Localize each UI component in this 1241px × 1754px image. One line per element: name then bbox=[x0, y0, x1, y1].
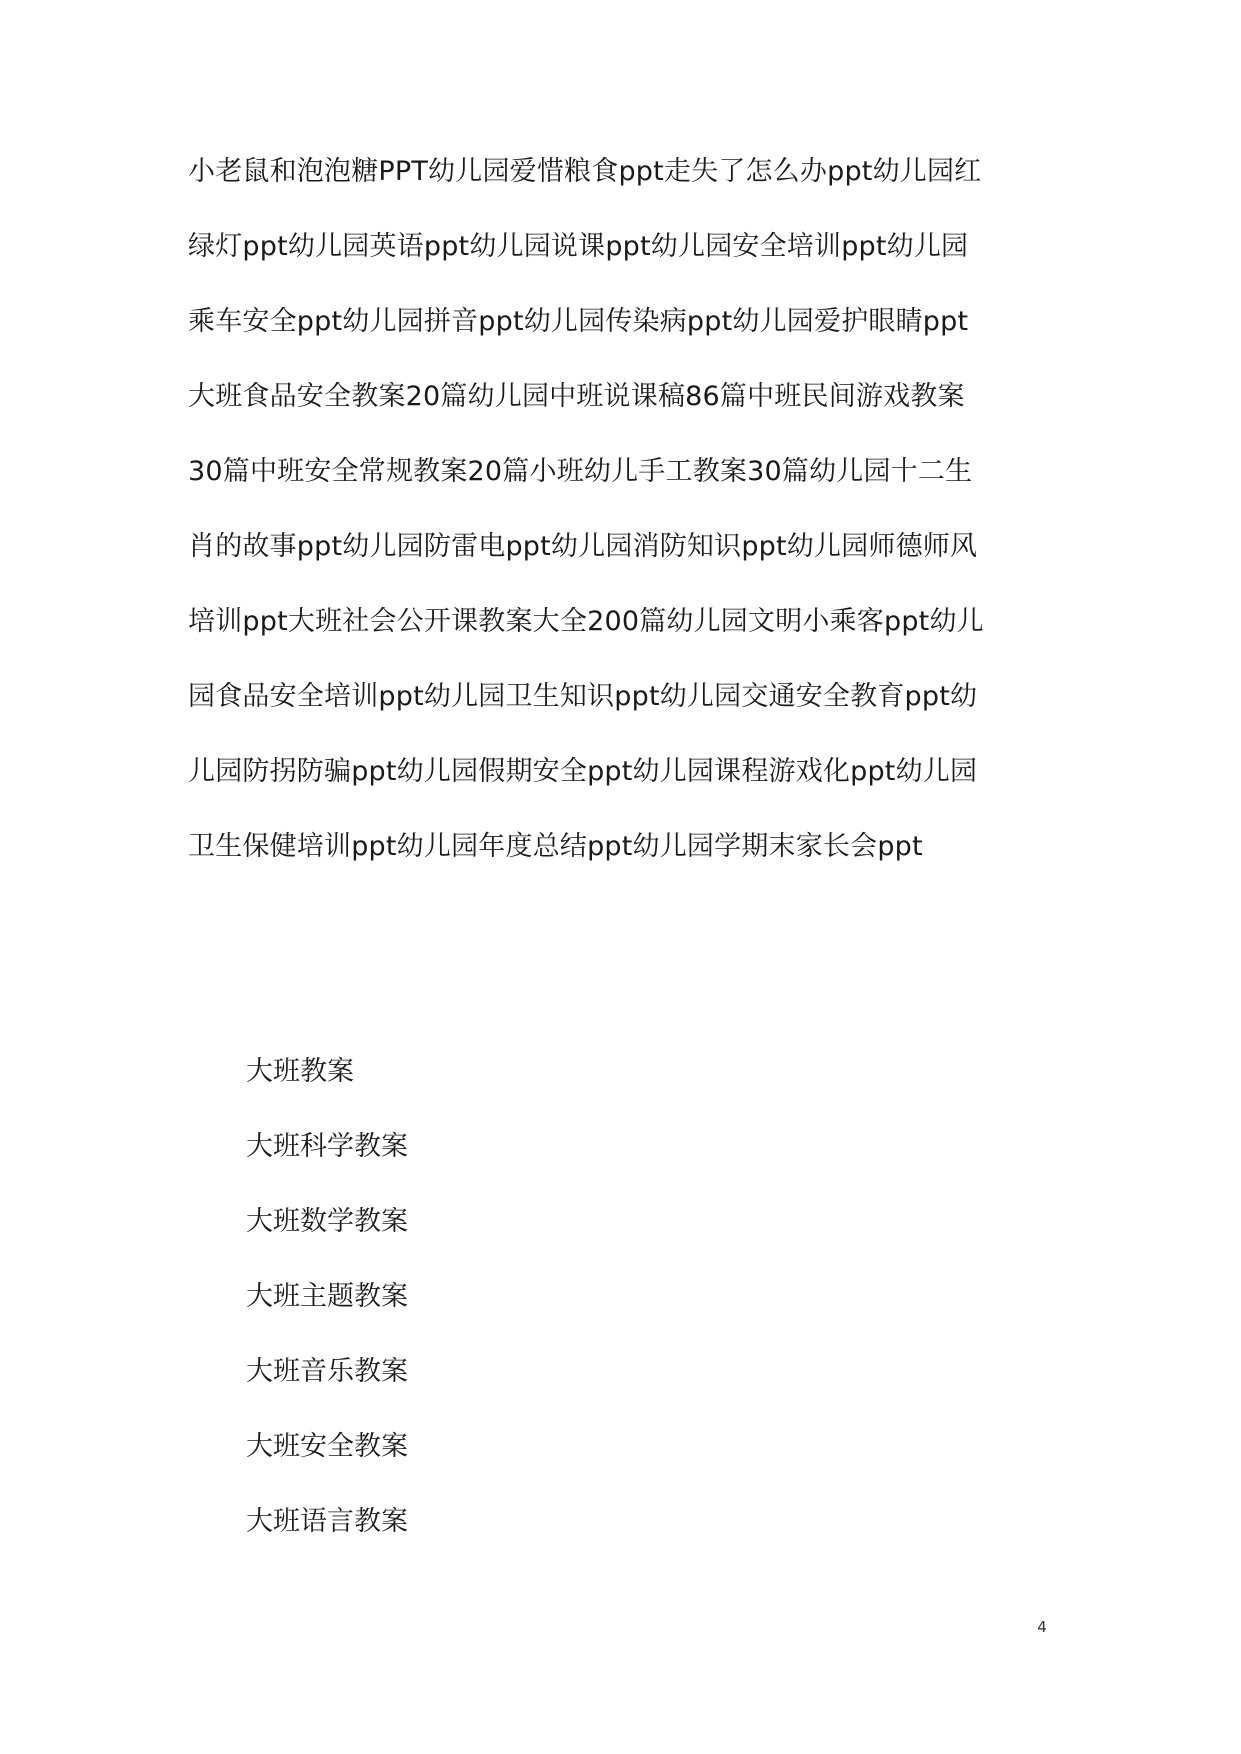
page-number: 4 bbox=[1037, 1618, 1047, 1636]
paragraph-line: 绿灯ppt幼儿园英语ppt幼儿园说课ppt幼儿园安全培训ppt幼儿园 bbox=[188, 231, 969, 262]
category-link-safety[interactable]: 大班安全教案 bbox=[246, 1431, 408, 1462]
related-resources-paragraph bbox=[188, 140, 1058, 890]
paragraph-line: 卫生保健培训ppt幼儿园年度总结ppt幼儿园学期末家长会ppt bbox=[188, 831, 923, 862]
category-link-language[interactable]: 大班语言教案 bbox=[246, 1506, 408, 1537]
paragraph-line: 培训ppt大班社会公开课教案大全200篇幼儿园文明小乘客ppt幼儿 bbox=[188, 606, 984, 637]
paragraph-line: 儿园防拐防骗ppt幼儿园假期安全ppt幼儿园课程游戏化ppt幼儿园 bbox=[188, 756, 978, 787]
paragraph-line: 乘车安全ppt幼儿园拼音ppt幼儿园传染病ppt幼儿园爱护眼睛ppt bbox=[188, 306, 969, 337]
category-link-theme[interactable]: 大班主题教案 bbox=[246, 1281, 408, 1312]
paragraph-line: 30篇中班安全常规教案20篇小班幼儿手工教案30篇幼儿园十二生 bbox=[188, 456, 973, 487]
category-link-list bbox=[246, 1040, 408, 1565]
paragraph-line: 园食品安全培训ppt幼儿园卫生知识ppt幼儿园交通安全教育ppt幼 bbox=[188, 681, 978, 712]
category-link-science[interactable]: 大班科学教案 bbox=[246, 1131, 408, 1162]
category-link-math[interactable]: 大班数学教案 bbox=[246, 1206, 408, 1237]
category-link-large-class[interactable]: 大班教案 bbox=[246, 1056, 354, 1087]
paragraph-line: 小老鼠和泡泡糖PPT幼儿园爱惜粮食ppt走失了怎么办ppt幼儿园红 bbox=[188, 156, 982, 187]
paragraph-line: 大班食品安全教案20篇幼儿园中班说课稿86篇中班民间游戏教案 bbox=[188, 381, 965, 412]
paragraph-line: 肖的故事ppt幼儿园防雷电ppt幼儿园消防知识ppt幼儿园师德师风 bbox=[188, 531, 978, 562]
category-link-music[interactable]: 大班音乐教案 bbox=[246, 1356, 408, 1387]
